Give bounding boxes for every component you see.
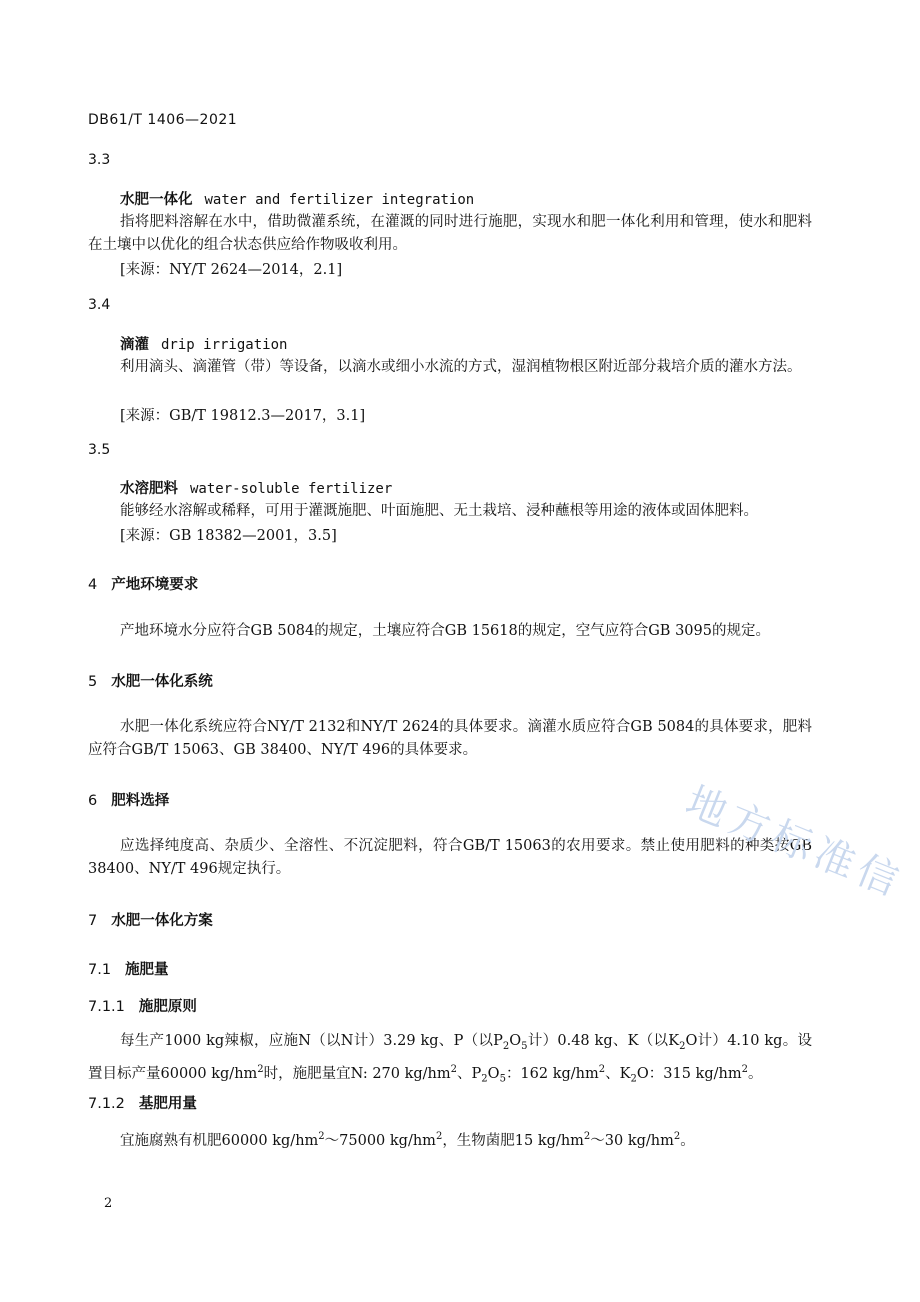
text-run: 、P bbox=[457, 1065, 482, 1082]
definition-3-5: 能够经水溶解或稀释，可用于灌溉施肥、叶面施肥、无土栽培、浸种蘸根等用途的液体或固体肥料。 bbox=[120, 503, 758, 519]
heading-5 bbox=[88, 670, 213, 691]
superscript: 2 bbox=[741, 1063, 748, 1075]
superscript: 2 bbox=[598, 1063, 606, 1075]
body-7-1-2 bbox=[88, 1125, 812, 1153]
text-run: 。 bbox=[680, 1132, 695, 1149]
text-run: O bbox=[487, 1065, 500, 1082]
subscript: 5 bbox=[499, 1073, 506, 1085]
text-run: 。 bbox=[747, 1065, 763, 1082]
heading-title: 施肥量 bbox=[125, 962, 169, 978]
definition-3-4: 利用滴头、滴灌管（带）等设备，以滴水或细小水流的方式，湿润植物根区附近部分栽培介质的灌水方法。 bbox=[120, 359, 802, 375]
body-5: 水肥一体化系统应符合NY/T 2132和NY/T 2624的具体要求。滴灌水质应符合GB 5084的具体要求，肥料应符合GB/T 15063、GB 38400、NY/T 496的具体要求。 bbox=[88, 719, 812, 758]
text-run: ，生物菌肥15 kg/hm bbox=[442, 1132, 584, 1149]
text-run: ～30 kg/hm bbox=[590, 1132, 674, 1149]
superscript: 2 bbox=[450, 1063, 458, 1075]
watermark: 地方标准信 bbox=[679, 778, 910, 908]
heading-number: 7.1.2 bbox=[88, 1096, 125, 1112]
heading-number: 4 bbox=[88, 577, 98, 593]
heading-7-1 bbox=[88, 958, 169, 979]
section-number-3-4: 3.4 bbox=[88, 297, 111, 313]
superscript: 2 bbox=[257, 1063, 264, 1075]
body-7-1-1 bbox=[88, 1030, 812, 1091]
source-3-3: [来源：NY/T 2624—2014，2.1] bbox=[120, 262, 343, 278]
heading-6 bbox=[88, 789, 169, 810]
heading-title: 产地环境要求 bbox=[111, 577, 199, 593]
text-run: 、K bbox=[605, 1065, 631, 1082]
term-en: water and fertilizer integration bbox=[204, 192, 475, 208]
term-en: water-soluble fertilizer bbox=[190, 481, 393, 497]
subscript: 2 bbox=[481, 1073, 488, 1085]
text-run: O计）4.10 kg。设置目标产量60000 kg/hm bbox=[88, 1033, 812, 1082]
heading-title: 施肥原则 bbox=[138, 999, 197, 1015]
text-run: 计）0.48 kg、K（以K bbox=[527, 1033, 680, 1049]
text-run: O：315 kg/hm bbox=[636, 1065, 742, 1082]
term-zh: 滴灌 bbox=[120, 337, 149, 353]
term-3-4 bbox=[120, 333, 287, 354]
text-run: 每生产1000 kg辣椒，应施N（以N计）3.29 kg、P（以P bbox=[120, 1033, 503, 1049]
subscript: 2 bbox=[502, 1040, 510, 1052]
source-3-4: [来源：GB/T 19812.3—2017，3.1] bbox=[120, 408, 366, 424]
text-run: ：162 kg/hm bbox=[505, 1065, 599, 1082]
page-number: 2 bbox=[104, 1196, 113, 1211]
section-number-3-3: 3.3 bbox=[88, 152, 111, 168]
superscript: 2 bbox=[583, 1131, 591, 1142]
heading-7-1-2 bbox=[88, 1092, 197, 1113]
heading-number: 7 bbox=[88, 913, 98, 929]
term-3-3 bbox=[120, 188, 474, 209]
term-en: drip irrigation bbox=[161, 337, 288, 353]
term-zh: 水溶肥料 bbox=[120, 481, 178, 497]
term-3-5 bbox=[120, 477, 392, 498]
heading-number: 7.1.1 bbox=[88, 999, 125, 1015]
heading-title: 水肥一体化方案 bbox=[111, 913, 213, 929]
source-3-5: [来源：GB 18382—2001，3.5] bbox=[120, 528, 337, 544]
heading-title: 基肥用量 bbox=[138, 1096, 197, 1112]
superscript: 2 bbox=[435, 1131, 443, 1142]
body-6: 应选择纯度高、杂质少、全溶性、不沉淀肥料，符合GB/T 15063的农用要求。禁止使用肥料的种类按GB 38400、NY/T 496规定执行。 bbox=[88, 838, 812, 877]
subscript: 2 bbox=[679, 1040, 686, 1052]
section-number-3-5: 3.5 bbox=[88, 442, 111, 458]
heading-title: 水肥一体化系统 bbox=[111, 674, 213, 690]
text-run: 时，施肥量宜N: 270 kg/hm bbox=[263, 1065, 451, 1082]
subscript: 5 bbox=[521, 1040, 528, 1052]
heading-4 bbox=[88, 573, 198, 594]
heading-7-1-1 bbox=[88, 995, 197, 1016]
document-id-header: DB61/T 1406—2021 bbox=[88, 112, 238, 128]
heading-number: 7.1 bbox=[88, 962, 112, 978]
superscript: 2 bbox=[318, 1131, 325, 1142]
text-run: 宜施腐熟有机肥60000 kg/hm bbox=[120, 1132, 319, 1149]
text-run: O bbox=[509, 1033, 522, 1049]
heading-number: 5 bbox=[88, 674, 98, 690]
heading-7 bbox=[88, 909, 213, 930]
heading-number: 6 bbox=[88, 793, 98, 809]
definition-3-3: 指将肥料溶解在水中，借助微灌系统，在灌溉的同时进行施肥，实现水和肥一体化利用和管理，使水和肥料在土壤中以优化的组合状态供应给作物吸收利用。 bbox=[88, 214, 812, 253]
term-zh: 水肥一体化 bbox=[120, 192, 193, 208]
superscript: 2 bbox=[673, 1131, 681, 1142]
heading-title: 肥料选择 bbox=[111, 793, 170, 809]
text-run: ～75000 kg/hm bbox=[324, 1132, 436, 1149]
body-4: 产地环境水分应符合GB 5084的规定，土壤应符合GB 15618的规定，空气应符合GB 3095的规定。 bbox=[120, 623, 770, 639]
subscript: 2 bbox=[630, 1073, 637, 1085]
